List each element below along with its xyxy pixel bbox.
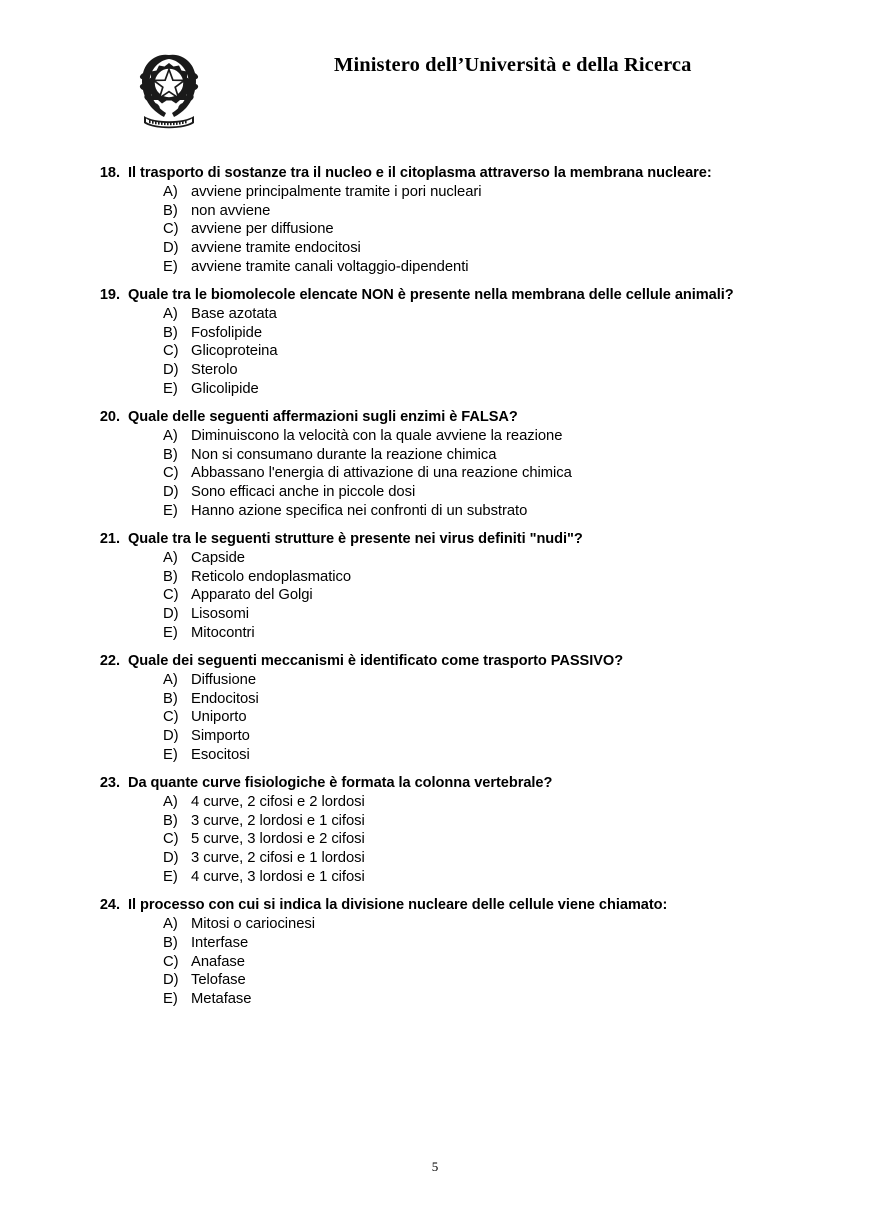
answer-option[interactable]: C) 5 curve, 3 lordosi e 2 cifosi	[163, 831, 365, 848]
answer-option[interactable]: B) Reticolo endoplasmatico	[163, 568, 352, 585]
question-block	[0, 530, 870, 643]
question-number: 19.	[99, 287, 120, 304]
answer-option[interactable]: E) Esocitosi	[163, 746, 250, 763]
question-block	[0, 164, 870, 277]
answer-letter: B)	[163, 934, 178, 951]
question-block	[0, 896, 870, 1009]
question-block	[0, 286, 870, 399]
answer-option[interactable]: A) Mitosi o cariocinesi	[163, 916, 315, 933]
answer-letter: B)	[163, 812, 178, 829]
answer-option[interactable]: E) 4 curve, 3 lordosi e 1 cifosi	[163, 868, 365, 885]
answer-option[interactable]: E) avviene tramite canali voltaggio-dipendenti	[163, 258, 469, 275]
answer-letter: A)	[163, 672, 178, 689]
answer-option[interactable]: E) Metafase	[163, 990, 252, 1007]
question-number: 24.	[99, 897, 120, 914]
answer-letter: A)	[163, 306, 178, 323]
answer-list	[0, 183, 870, 277]
answer-letter: C)	[163, 343, 179, 360]
answer-option[interactable]: B) Interfase	[163, 934, 249, 951]
answer-option[interactable]: D) Lisosomi	[163, 606, 249, 623]
answer-option[interactable]: D) Sono efficaci anche in piccole dosi	[163, 484, 416, 501]
page-header	[0, 40, 870, 140]
page-footer	[0, 1158, 870, 1176]
answer-letter: D)	[163, 484, 179, 501]
answer-option[interactable]: A) Diffusione	[163, 672, 257, 689]
answer-option[interactable]: C) Abbassano l'energia di attivazione di una reazione chimica	[163, 465, 572, 482]
answer-letter: E)	[163, 990, 178, 1007]
answer-letter: A)	[163, 794, 178, 811]
answer-letter: B)	[163, 202, 178, 219]
answer-letter: B)	[163, 690, 178, 707]
answer-letter: A)	[163, 184, 178, 200]
question-text: 22. Quale dei seguenti meccanismi è identificato come trasporto PASSIVO?	[0, 652, 870, 671]
answer-letter: A)	[163, 916, 178, 933]
question-list	[0, 164, 870, 1018]
answer-letter: D)	[163, 362, 179, 379]
page-number: 5	[431, 1159, 439, 1174]
answer-option[interactable]: D) Simporto	[163, 728, 250, 745]
answer-list	[0, 915, 870, 1009]
page-title: Ministero dell’Università e della Ricerca	[334, 54, 692, 76]
question-number: 20.	[99, 409, 120, 426]
answer-option[interactable]: E) Mitocontri	[163, 624, 255, 641]
question-number: 21.	[99, 531, 120, 548]
answer-option[interactable]: B) Endocitosi	[163, 690, 259, 707]
answer-letter: A)	[163, 428, 178, 445]
answer-letter: E)	[163, 868, 178, 885]
answer-letter: D)	[163, 606, 179, 623]
answer-letter: D)	[163, 972, 179, 989]
question-block	[0, 408, 870, 521]
answer-letter: C)	[163, 587, 179, 604]
answer-option[interactable]: E) Glicolipide	[163, 380, 259, 397]
question-text: 20. Quale delle seguenti affermazioni sugli enzimi è FALSA?	[0, 408, 870, 427]
question-block	[0, 774, 870, 887]
answer-letter: D)	[163, 728, 179, 745]
answer-letter: C)	[163, 709, 179, 726]
answer-letter: C)	[163, 221, 179, 238]
answer-option[interactable]: C) Uniporto	[163, 709, 247, 726]
answer-option[interactable]: B) non avviene	[163, 202, 271, 219]
answer-option[interactable]: D) avviene tramite endocitosi	[163, 240, 361, 257]
answer-option[interactable]: B) 3 curve, 2 lordosi e 1 cifosi	[163, 812, 365, 829]
answer-option[interactable]: C) avviene per diffusione	[163, 221, 334, 238]
answer-letter: A)	[163, 550, 178, 567]
answer-letter: D)	[163, 850, 179, 867]
answer-list	[0, 305, 870, 399]
answer-letter: D)	[163, 240, 179, 257]
answer-option[interactable]: B) Non si consumano durante la reazione chimica	[163, 446, 497, 463]
answer-option[interactable]: A) Base azotata	[163, 306, 277, 323]
question-text: 24. Il processo con cui si indica la divisione nucleare delle cellule viene chiamato:	[0, 896, 870, 915]
question-text: 23. Da quante curve fisiologiche è formata la colonna vertebrale?	[0, 774, 870, 793]
answer-letter: E)	[163, 258, 178, 275]
question-number: 23.	[99, 775, 120, 792]
answer-option[interactable]: E) Hanno azione specifica nei confronti di un substrato	[163, 502, 528, 519]
emblem-of-italy-icon	[136, 45, 202, 137]
question-number: 22.	[99, 653, 120, 670]
answer-letter: C)	[163, 465, 179, 482]
answer-option[interactable]: C) Glicoproteina	[163, 343, 278, 360]
answer-list	[0, 793, 870, 887]
answer-option[interactable]: A) avviene principalmente tramite i pori nucleari	[163, 184, 482, 200]
answer-option[interactable]: C) Apparato del Golgi	[163, 587, 313, 604]
answer-letter: E)	[163, 624, 178, 641]
answer-option[interactable]: A) 4 curve, 2 cifosi e 2 lordosi	[163, 794, 365, 811]
answer-letter: E)	[163, 502, 178, 519]
answer-option[interactable]: B) Fosfolipide	[163, 324, 263, 341]
answer-letter: B)	[163, 446, 178, 463]
answer-option[interactable]: A) Capside	[163, 550, 245, 567]
question-block	[0, 652, 870, 765]
question-number: 18.	[99, 165, 120, 181]
answer-letter: E)	[163, 380, 178, 397]
question-text: 21. Quale tra le seguenti strutture è presente nei virus definiti "nudi"?	[0, 530, 870, 549]
answer-list	[0, 549, 870, 643]
answer-option[interactable]: D) Sterolo	[163, 362, 238, 379]
question-text: 18. Il trasporto di sostanze tra il nucleo e il citoplasma attraverso la membrana nucleare:	[0, 164, 870, 183]
answer-list	[0, 671, 870, 765]
answer-letter: C)	[163, 953, 179, 970]
answer-letter: B)	[163, 324, 178, 341]
answer-letter: C)	[163, 831, 179, 848]
answer-letter: B)	[163, 568, 178, 585]
answer-option[interactable]: D) Telofase	[163, 972, 246, 989]
question-text: 19. Quale tra le biomolecole elencate NON è presente nella membrana delle cellule animali?	[0, 286, 870, 305]
answer-option[interactable]: C) Anafase	[163, 953, 245, 970]
answer-option[interactable]: A) Diminuiscono la velocità con la quale avviene la reazione	[163, 428, 563, 445]
answer-letter: E)	[163, 746, 178, 763]
answer-option[interactable]: D) 3 curve, 2 cifosi e 1 lordosi	[163, 850, 365, 867]
answer-list	[0, 427, 870, 521]
